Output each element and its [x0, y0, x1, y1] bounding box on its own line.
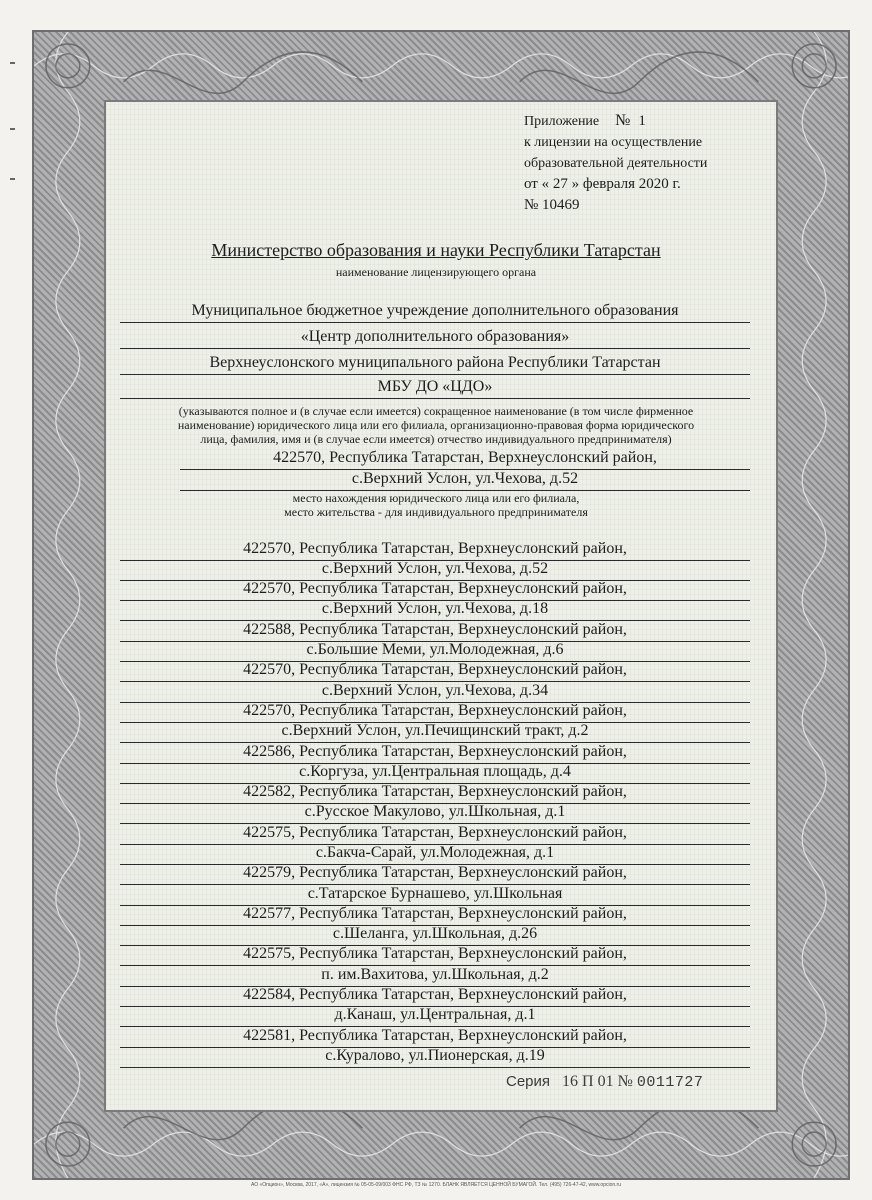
org-short-name: МБУ ДО «ЦДО» [120, 376, 750, 399]
legal-address-line-2: с.Верхний Услон, ул.Чехова, д.52 [180, 468, 750, 491]
legal-address-caption-2: место жительства - для индивидуального предпринимателя [284, 505, 588, 519]
org-name-line-1: Муниципальное бюджетное учреждение дополнительного образования [120, 300, 750, 323]
address-line: 422570, Республика Татарстан, Верхнеуслонский район, [120, 700, 750, 723]
address-line: с.Верхний Услон, ул.Чехова, д.34 [120, 680, 750, 703]
address-line: 422570, Республика Татарстан, Верхнеуслонский район, [120, 578, 750, 601]
binder-hole-mark [10, 178, 15, 180]
form-serial-number [506, 1073, 703, 1091]
annex-line-2: к лицензии на осуществление [524, 135, 703, 150]
license-number: № 10469 [524, 197, 580, 213]
licensing-authority-name: Министерство образования и науки Республики Татарстан [211, 240, 661, 260]
address-line: 422575, Республика Татарстан, Верхнеуслонский район, [120, 943, 750, 966]
address-line: 422570, Республика Татарстан, Верхнеуслонский район, [120, 538, 750, 561]
address-line: п. им.Вахитова, ул.Школьная, д.2 [120, 964, 750, 987]
address-line: с.Татарское Бурнашево, ул.Школьная [120, 883, 750, 906]
annex-block [524, 110, 707, 216]
address-line: с.Куралово, ул.Пионерская, д.19 [120, 1045, 750, 1068]
address-line: 422586, Республика Татарстан, Верхнеуслонский район, [120, 741, 750, 764]
address-line: 422584, Республика Татарстан, Верхнеуслонский район, [120, 984, 750, 1007]
printer-footer: АО «Опцион», Москва, 2017, «А», лицензия № 05-05-09/003 ФНС РФ, ТЗ № 1270. БЛАНК ЯВЛЯЕТСЯ ЦЕННОЙ БУМАГОЙ. Тел. (495) 726-47-42, www.opcion.ru [250, 1182, 621, 1188]
address-line: 422582, Республика Татарстан, Верхнеуслонский район, [120, 781, 750, 804]
address-line: с.Верхний Услон, ул.Чехова, д.18 [120, 598, 750, 621]
address-line: с.Русское Макулово, ул.Школьная, д.1 [120, 801, 750, 824]
address-line: 422575, Республика Татарстан, Верхнеуслонский район, [120, 822, 750, 845]
address-line: 422570, Республика Татарстан, Верхнеуслонский район, [120, 659, 750, 682]
serial-number-sign: № [617, 1073, 633, 1090]
binder-hole-mark [10, 62, 15, 64]
org-caption-2: наименование) юридического лица или его филиала, организационно-правовая форма юридического [177, 418, 695, 432]
binder-hole-mark [10, 128, 15, 130]
legal-address-line-1: 422570, Республика Татарстан, Верхнеуслонский район, [180, 447, 750, 470]
address-line: с.Большие Меми, ул.Молодежная, д.6 [120, 639, 750, 662]
org-name-line-2: «Центр дополнительного образования» [120, 326, 750, 349]
address-line: с.Верхний Услон, ул.Чехова, д.52 [120, 558, 750, 581]
org-caption-3: лица, фамилия, имя и (в случае если имеется) отчество индивидуального предпринимателя) [200, 432, 672, 446]
serial-code: 16 П 01 [562, 1073, 614, 1090]
address-line: 422581, Республика Татарстан, Верхнеуслонский район, [120, 1025, 750, 1048]
serial-label: Серия [506, 1073, 551, 1090]
legal-address-caption-1: место нахождения юридического лица или его филиала, [292, 491, 580, 505]
org-name-line-3: Верхнеуслонского муниципального района Республики Татарстан [120, 352, 750, 375]
address-line: с.Верхний Услон, ул.Печищинский тракт, д.2 [120, 720, 750, 743]
annex-number: 1 [638, 113, 646, 129]
annex-label: Приложение [524, 114, 600, 129]
address-line: с.Шеланга, ул.Школьная, д.26 [120, 923, 750, 946]
org-caption-1: (указываются полное и (в случае если имеется) сокращенное наименование (в том числе фирменное [178, 404, 694, 418]
annex-number-sign: № [615, 112, 631, 129]
licensing-authority-caption: наименование лицензирующего органа [335, 265, 537, 279]
address-line: с.Коргуза, ул.Центральная площадь, д.4 [120, 761, 750, 784]
annex-line-3: образовательной деятельности [524, 156, 708, 171]
annex-date: от « 27 » февраля 2020 г. [524, 176, 681, 192]
address-line: д.Канаш, ул.Центральная, д.1 [120, 1004, 750, 1027]
address-line: с.Бакча-Сарай, ул.Молодежная, д.1 [120, 842, 750, 865]
address-line: 422579, Республика Татарстан, Верхнеуслонский район, [120, 862, 750, 885]
serial-number: 0011727 [636, 1074, 704, 1091]
address-line: 422577, Республика Татарстан, Верхнеуслонский район, [120, 903, 750, 926]
address-line: 422588, Республика Татарстан, Верхнеуслонский район, [120, 619, 750, 642]
